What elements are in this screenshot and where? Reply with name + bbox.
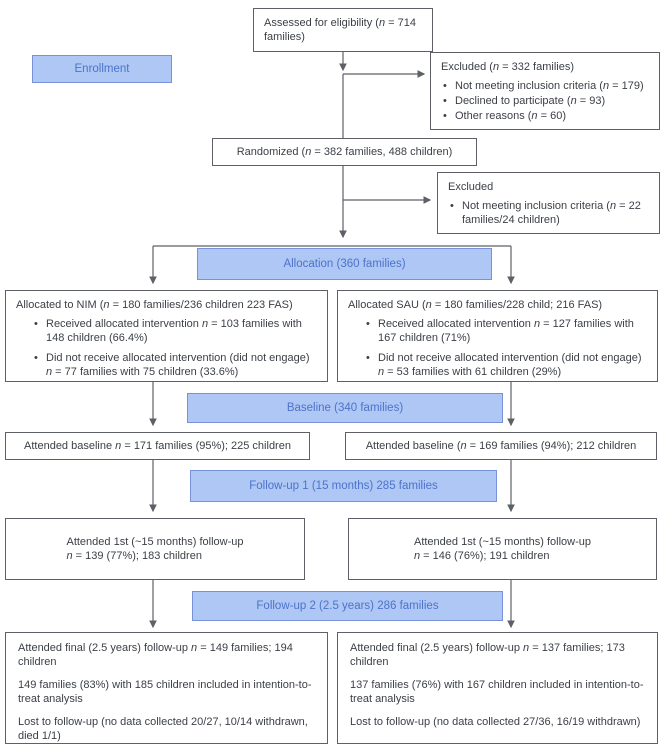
followup1-nim-line: n = 139 (77%); 183 children [66,550,202,562]
box-baseline-nim [5,432,310,460]
followup1-sau-line: n = 146 (76%); 191 children [413,550,550,562]
final-nim-paragraph: Attended final (2.5 years) follow-up n = 149 families; 194 children [18,642,293,668]
stage-label-enrollment: Enrollment [32,55,172,83]
box-allocated-nim [5,290,328,382]
box-followup1-sau [348,518,657,580]
final-sau-paragraph: Lost to follow-up (no data collected 27/36, 16/19 withdrawn) [350,716,641,728]
allocated-sau-title: Allocated SAU (n = 180 families/228 child; 216 FAS) [348,299,603,311]
bullet-icon: • [443,80,447,92]
excluded-enrollment-bullet: • Other reasons (n = 60) [443,110,566,122]
box-allocated-sau [337,290,658,382]
bullet-icon: • [450,200,454,212]
box-final-nim [5,632,328,744]
allocated-nim-title: Allocated to NIM (n = 180 families/236 children 223 FAS) [16,299,293,311]
final-nim-paragraph: 149 families (83%) with 185 children included in intention-to-treat analysis [18,679,312,705]
allocated-nim-bullet: • Did not receive allocated intervention (did not engage) n = 77 families with 75 children (33.6%) [34,352,310,378]
bullet-icon: • [34,352,38,364]
bullet-icon: • [443,95,447,107]
final-nim-paragraph: Lost to follow-up (no data collected 20/27, 10/14 withdrawn, died 1/1) [18,716,308,742]
allocated-nim-bullet: • Received allocated intervention n = 103 families with 148 children (66.4%) [34,318,302,344]
bullet-icon: • [443,110,447,122]
baseline-nim-text: Attended baseline n = 171 families (95%); 225 children [24,440,291,452]
excluded-enrollment-title: Excluded (n = 332 families) [441,61,575,73]
excluded-randomized-title: Excluded [448,181,494,193]
bullet-icon: • [366,318,370,330]
stage-label-followup1: Follow-up 1 (15 months) 285 families [190,470,497,502]
stage-label-followup2: Follow-up 2 (2.5 years) 286 families [192,591,503,621]
stage-label-baseline: Baseline (340 families) [187,393,503,423]
box-final-sau [337,632,658,744]
stage-label-allocation: Allocation (360 families) [197,248,492,280]
followup1-sau-line: Attended 1st (~15 months) follow-up [413,536,591,548]
baseline-sau-text: Attended baseline (n = 169 families (94%); 212 children [365,440,637,452]
excluded-enrollment-bullet: • Declined to participate (n = 93) [443,95,606,107]
box-randomized [212,138,477,166]
bullet-icon: • [34,318,38,330]
box-assessed-eligibility [253,8,433,52]
final-sau-paragraph: 137 families (76%) with 167 children included in intention-to-treat analysis [350,679,644,705]
final-sau-paragraph: Attended final (2.5 years) follow-up n = 137 families; 173 children [350,642,625,668]
bullet-icon: • [366,352,370,364]
box-baseline-sau [345,432,657,460]
allocated-sau-bullet: • Did not receive allocated intervention (did not engage) n = 53 families with 61 children (29%) [366,352,642,378]
excluded-enrollment-bullet: • Not meeting inclusion criteria (n = 179) [443,80,644,92]
box-excluded-randomized [437,172,660,234]
allocated-sau-bullet: • Received allocated intervention n = 127 families with 167 children (71%) [366,318,634,344]
excluded-randomized-bullet: • Not meeting inclusion criteria (n = 22 families/24 children) [450,200,641,226]
box-followup1-nim [5,518,305,580]
followup1-nim-line: Attended 1st (~15 months) follow-up [66,536,244,548]
box-excluded-enrollment [430,52,660,130]
randomized-text: Randomized (n = 382 families, 488 children) [236,146,453,158]
assessed-text: Assessed for eligibility (n = 714 families) [264,17,416,43]
